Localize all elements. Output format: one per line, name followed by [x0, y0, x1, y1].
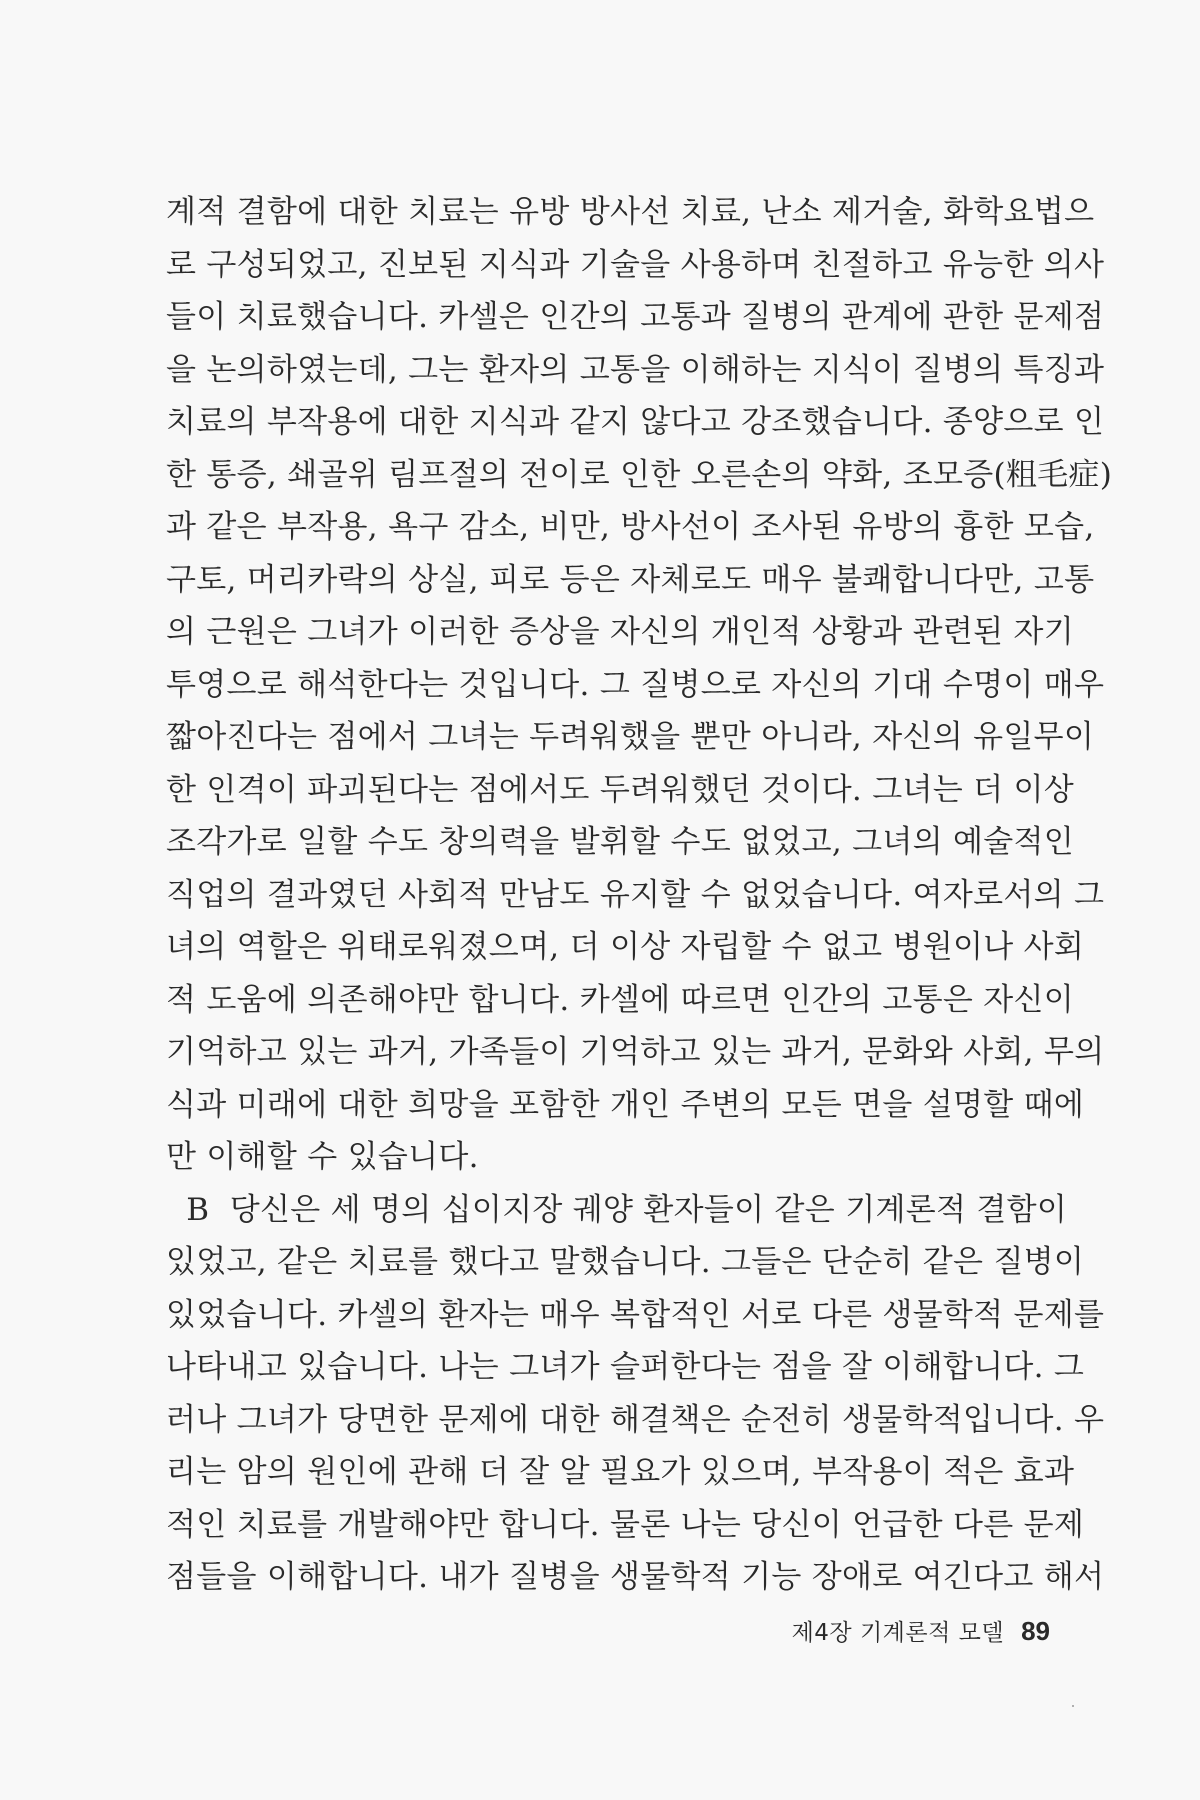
body-line: 리는 암의 원인에 관해 더 잘 알 필요가 있으며, 부작용이 적은 효과	[166, 1454, 1075, 1490]
body-line: 식과 미래에 대한 희망을 포함한 개인 주변의 모든 면을 설명할 때에	[166, 1086, 1085, 1123]
page-footer	[792, 1614, 1050, 1647]
body-line: 적인 치료를 개발해야만 합니다. 물론 나는 당신이 언급한 다른 문제	[166, 1506, 1085, 1543]
body-line: 들이 치료했습니다. 카셀은 인간의 고통과 질병의 관계에 관한 문제점	[166, 299, 1105, 335]
body-line: 적 도움에 의존해야만 합니다. 카셀에 따르면 인간의 고통은 자신이	[166, 981, 1075, 1018]
body-line-paragraph-end: 만 이해할 수 있습니다.	[166, 1139, 479, 1175]
body-line: 계적 결함에 대한 치료는 유방 방사선 치료, 난소 제거술, 화학요법으	[166, 194, 1095, 230]
body-line: 로 구성되었고, 진보된 지식과 기술을 사용하며 친절하고 유능한 의사	[166, 246, 1105, 283]
page-number: 89	[1021, 1616, 1050, 1646]
body-line: 있었고, 같은 치료를 했다고 말했습니다. 그들은 단순히 같은 질병이	[166, 1244, 1085, 1280]
body-line: 러나 그녀가 당면한 문제에 대한 해결책은 순전히 생물학적입니다. 우	[166, 1401, 1105, 1438]
body-text	[166, 186, 1113, 1604]
body-line: 한 인격이 파괴된다는 점에서도 두려워했던 것이다. 그녀는 더 이상	[166, 771, 1075, 808]
scan-speck	[1072, 1705, 1074, 1707]
body-line: 나타내고 있습니다. 나는 그녀가 슬퍼한다는 점을 잘 이해합니다. 그	[166, 1349, 1085, 1385]
body-line: 점들을 이해합니다. 내가 질병을 생물학적 기능 장애로 여긴다고 해서	[166, 1559, 1105, 1595]
body-line: 의 근원은 그녀가 이러한 증상을 자신의 개인적 상황과 관련된 자기	[166, 614, 1075, 650]
body-line-paragraph-start: B 당신은 세 명의 십이지장 궤양 환자들이 같은 기계론적 결함이	[166, 1191, 1068, 1228]
body-line: 한 통증, 쇄골위 림프절의 전이로 인한 오른손의 약화, 조모증(粗毛症)	[166, 456, 1113, 493]
body-line: 조각가로 일할 수도 창의력을 발휘할 수도 없었고, 그녀의 예술적인	[166, 824, 1075, 860]
body-line: 과 같은 부작용, 욕구 감소, 비만, 방사선이 조사된 유방의 흉한 모습,	[166, 509, 1095, 545]
body-line: 짧아진다는 점에서 그녀는 두려워했을 뿐만 아니라, 자신의 유일무이	[166, 719, 1095, 755]
body-line: 을 논의하였는데, 그는 환자의 고통을 이해하는 지식이 질병의 특징과	[166, 351, 1105, 388]
body-line: 녀의 역할은 위태로워졌으며, 더 이상 자립할 수 없고 병원이나 사회	[166, 929, 1085, 965]
body-line: 기억하고 있는 과거, 가족들이 기억하고 있는 과거, 문화와 사회, 무의	[166, 1034, 1105, 1070]
body-line: 직업의 결과였던 사회적 만남도 유지할 수 없었습니다. 여자로서의 그	[166, 876, 1105, 913]
body-line: 구토, 머리카락의 상실, 피로 등은 자체로도 매우 불쾌합니다만, 고통	[166, 561, 1095, 598]
body-line: 투영으로 해석한다는 것입니다. 그 질병으로 자신의 기대 수명이 매우	[166, 666, 1105, 703]
chapter-title: 제4장 기계론적 모델	[791, 1620, 1005, 1646]
body-line: 있었습니다. 카셀의 환자는 매우 복합적인 서로 다른 생물학적 문제를	[166, 1296, 1105, 1333]
body-line: 치료의 부작용에 대한 지식과 같지 않다고 강조했습니다. 종양으로 인	[166, 404, 1105, 440]
